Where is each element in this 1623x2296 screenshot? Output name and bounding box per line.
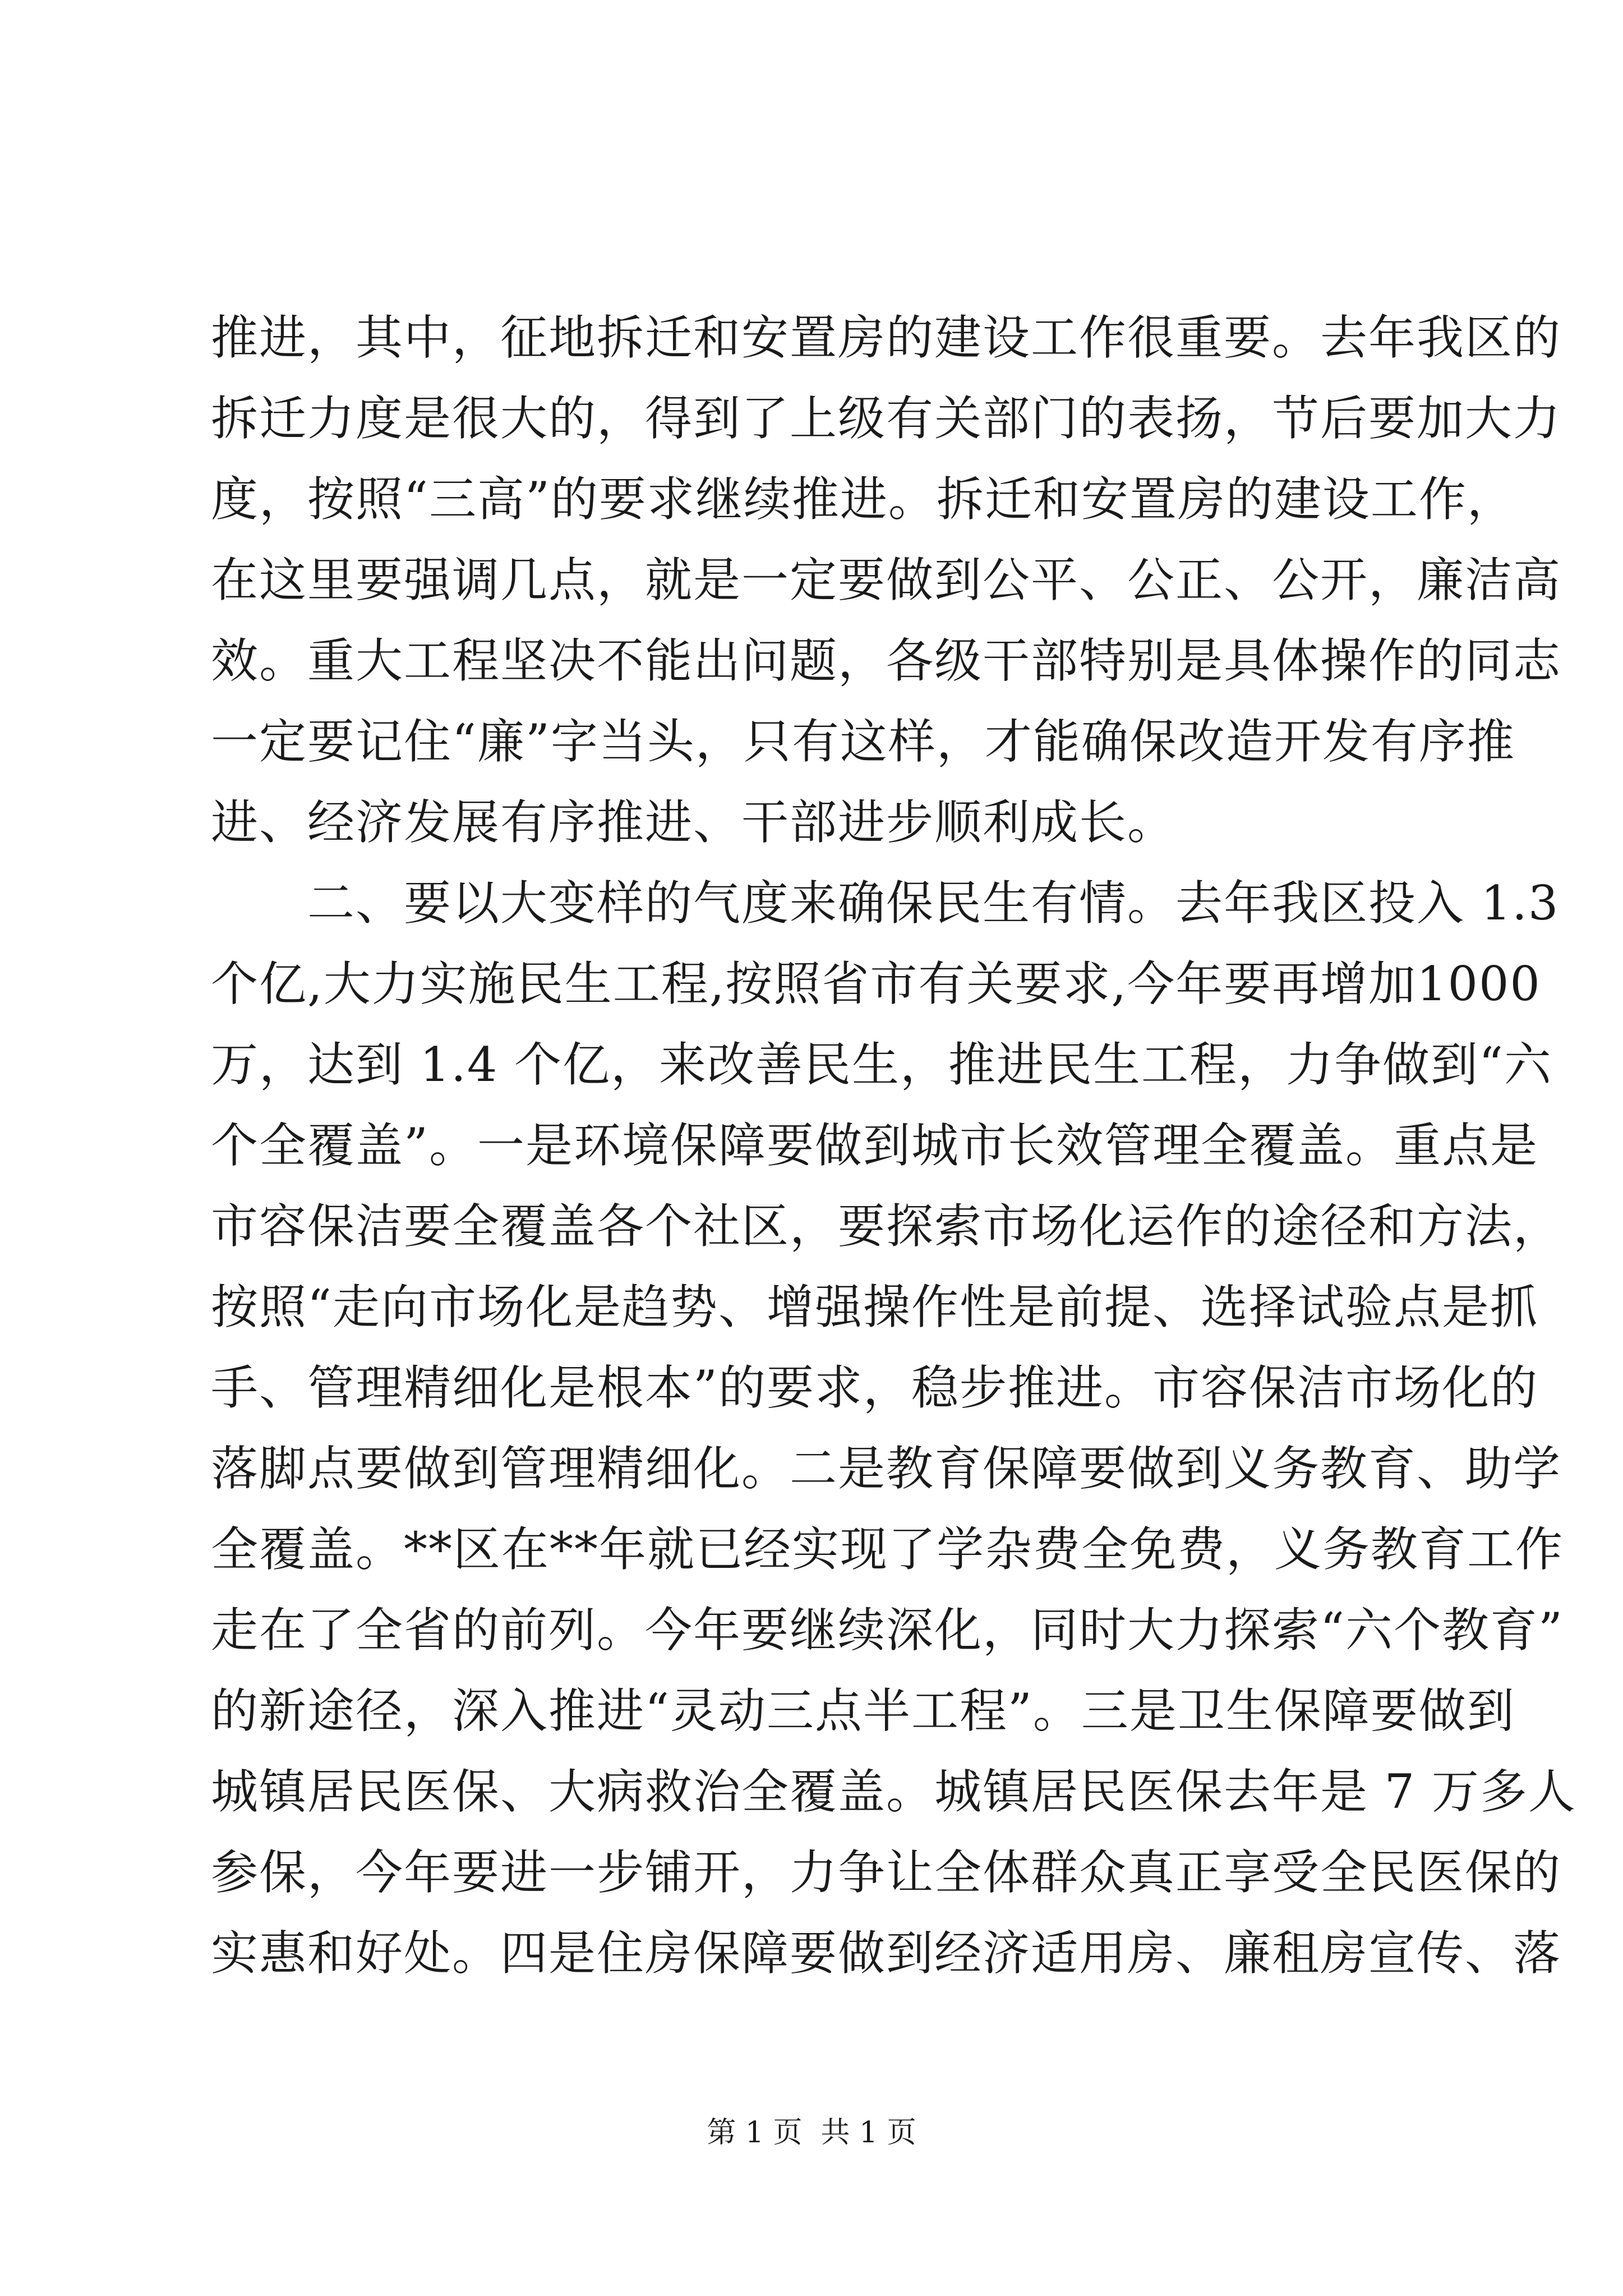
document-body bbox=[211, 297, 1576, 1994]
page-footer: 第 1 页 共 1 页 bbox=[707, 2116, 916, 2150]
text-line: 走在了全省的前列。今年要继续深化，同时大力探索“六个教育” bbox=[211, 1603, 1564, 1658]
text-line: 实惠和好处。四是住房保障要做到经济适用房、廉租房宣传、落 bbox=[211, 1926, 1562, 1981]
text-line: 个亿,大力实施民生工程,按照省市有关要求,今年要再增加1000 bbox=[211, 956, 1541, 1011]
text-line: 效。重大工程坚决不能出问题，各级干部特别是具体操作的同志 bbox=[211, 633, 1562, 688]
text-line: 参保，今年要进一步铺开，力争让全体群众真正享受全民医保的 bbox=[211, 1845, 1562, 1900]
text-line: 的新途径，深入推进“灵动三点半工程”。三是卫生保障要做到 bbox=[211, 1683, 1515, 1738]
text-line: 二、要以大变样的气度来确保民生有情。去年我区投入 1.3 bbox=[211, 876, 1560, 931]
text-line: 市容保洁要全覆盖各个社区，要探索市场化运作的途径和方法， bbox=[211, 1199, 1562, 1254]
text-line: 全覆盖。**区在**年就已经实现了学杂费全免费，义务教育工作 bbox=[211, 1522, 1564, 1577]
text-line: 个全覆盖”。一是环境保障要做到城市长效管理全覆盖。重点是 bbox=[211, 1118, 1538, 1173]
text-line: 在这里要强调几点，就是一定要做到公平、公正、公开，廉洁高 bbox=[211, 553, 1562, 608]
text-line: 城镇居民医保、大病救治全覆盖。城镇居民医保去年是 7 万多人 bbox=[211, 1764, 1576, 1819]
text-line: 一定要记住“廉”字当头，只有这样，才能确保改造开发有序推 bbox=[211, 714, 1515, 769]
text-line: 进、经济发展有序推进、干部进步顺利成长。 bbox=[211, 795, 1176, 850]
text-line: 按照“走向市场化是趋势、增强操作性是前提、选择试验点是抓 bbox=[211, 1280, 1538, 1335]
text-line: 手、管理精细化是根本”的要求，稳步推进。市容保洁市场化的 bbox=[211, 1360, 1538, 1415]
text-line: 万，达到 1.4 个亿，来改善民生，推进民生工程，力争做到“六 bbox=[211, 1037, 1552, 1092]
text-line: 落脚点要做到管理精细化。二是教育保障要做到义务教育、助学 bbox=[211, 1441, 1562, 1496]
text-line: 拆迁力度是很大的，得到了上级有关部门的表扬，节后要加大力 bbox=[211, 391, 1562, 446]
text-line: 推进，其中，征地拆迁和安置房的建设工作很重要。去年我区的 bbox=[211, 310, 1562, 365]
text-line: 度，按照“三高”的要求继续推进。拆迁和安置房的建设工作， bbox=[211, 472, 1515, 527]
